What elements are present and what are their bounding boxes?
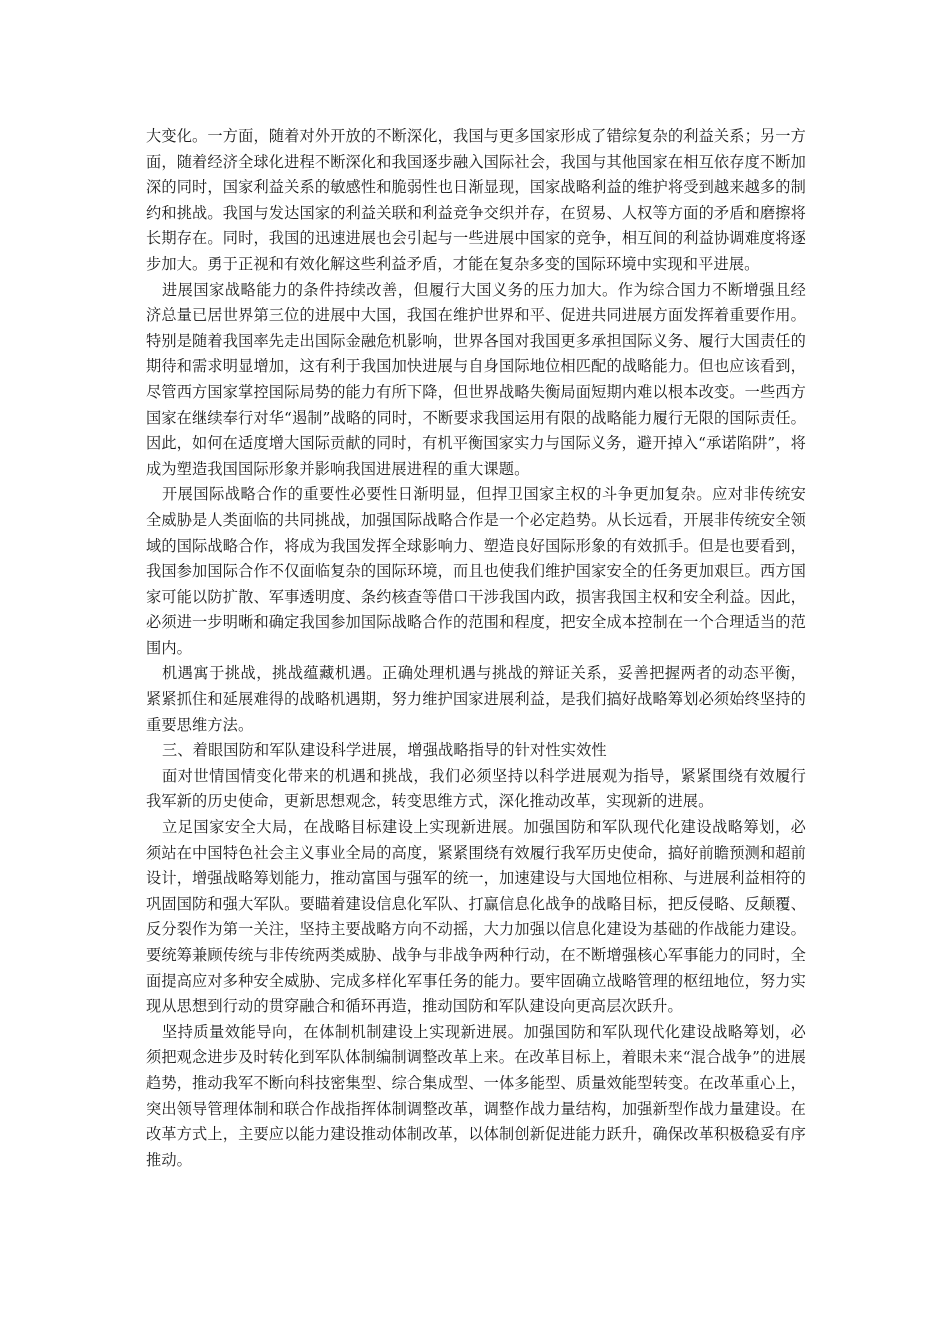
paragraph-continuation: 大变化。一方面，随着对外开放的不断深化，我国与更多国家形成了错综复杂的利益关系；另一方面，随着经济全球化进程不断深化和我国逐步融入国际社会，我国与其他国家在相互依存度不断加深的同时，国家利益关系的敏感性和脆弱性也日渐显现，国家战略利益的维护将受到越来越多的制约和挑战。我国与发达国家的利益关联和利益竞争交织并存，在贸易、人权等方面的矛盾和磨擦将长期存在。同时，我国的迅速进展也会引起与一些进展中国家的竞争，相互间的利益协调难度将逐步加大。勇于正视和有效化解这些利益矛盾，才能在复杂多变的国际环境中实现和平进展。 xyxy=(146,127,806,273)
paragraph-strategic-goal: 立足国家安全大局，在战略目标建设上实现新进展。加强国防和军队现代化建设战略筹划，必须站在中国特色社会主义事业全局的高度，紧紧围绕有效履行我军历史使命，搞好前瞻预测和超前设计，增强战略筹划能力，推动富国与强军的统一，加速建设与大国地位相称、与进展利益相符的巩固国防和强大军队。要瞄着建设信息化军队、打赢信息化战争的战略目标，把反侵略、反颠覆、反分裂作为第一关注，坚持主要战略方向不动摇，大力加强以信息化建设为基础的作战能力建设。要统筹兼顾传统与非传统两类威胁、战争与非战争两种行动，在不断增强核心军事能力的同时，全面提高应对多种安全威胁、完成多样化军事任务的能力。要牢固确立战略管理的枢纽地位，努力实现从思想到行动的贯穿融合和循环再造，推动国防和军队建设向更高层次跃升。 xyxy=(146,818,806,1016)
paragraph-facing-changes: 面对世情国情变化带来的机遇和挑战，我们必须坚持以科学进展观为指导，紧紧围绕有效履行我军新的历史使命，更新思想观念，转变思维方式，深化推动改革，实现新的进展。 xyxy=(146,766,806,811)
section-heading-three: 三、着眼国防和军队建设科学进展，增强战略指导的针对性实效性 xyxy=(161,741,607,760)
paragraph-opportunity-challenge: 机遇寓于挑战，挑战蕴藏机遇。正确处理机遇与挑战的辩证关系，妥善把握两者的动态平衡，紧紧抓住和延展难得的战略机遇期，努力维护国家进展利益，是我们搞好战略筹划必须始终坚持的重要思维方法。 xyxy=(146,664,806,734)
paragraph-strategic-capability: 进展国家战略能力的条件持续改善，但履行大国义务的压力加大。作为综合国力不断增强且经济总量已居世界第三位的进展中大国，我国在维护世界和平、促进共同进展方面发挥着重要作用。特别是随着我国率先走出国际金融危机影响，世界各国对我国更多承担国际义务、履行大国责任的期待和需求明显增加，这有利于我国加快进展与自身国际地位相匹配的战略能力。但也应该看到，尽管西方国家掌控国际局势的能力有所下降，但世界战略失衡局面短期内难以根本改变。一些西方国家在继续奉行对华“遏制”战略的同时，不断要求我国运用有限的战略能力履行无限的国际责任。因此，如何在适度增大国际贡献的同时，有机平衡国家实力与国际义务，避开掉入“承诺陷阱”，将成为塑造我国国际形象并影响我国进展进程的重大课题。 xyxy=(146,280,807,478)
paragraph-institutional-reform: 坚持质量效能导向，在体制机制建设上实现新进展。加强国防和军队现代化建设战略筹划，必须把观念进步及时转化到军队体制编制调整改革上来。在改革目标上，着眼未来“混合战争”的进展趋势，推动我军不断向科技密集型、综合集成型、一体多能型、质量效能型转变。在改革重心上，突出领导管理体制和联合作战指挥体制调整改革，调整作战力量结构，加强新型作战力量建设。在改革方式上，主要应以能力建设推动体制改革，以体制创新促进能力跃升，确保改革积极稳妥有序推动。 xyxy=(146,1022,807,1169)
document-body xyxy=(146,124,806,1173)
paragraph-international-cooperation: 开展国际战略合作的重要性必要性日渐明显，但捍卫国家主权的斗争更加复杂。应对非传统安全威胁是人类面临的共同挑战，加强国际战略合作是一个必定趋势。从长远看，开展非传统安全领域的国际战略合作，将成为我国发挥全球影响力、塑造良好国际形象的有效抓手。但是也要看到，我国参加国际合作不仅面临复杂的国际环境，而且也使我们维护国家安全的任务更加艰巨。西方国家可能以防扩散、军事透明度、条约核查等借口干涉我国内政，损害我国主权和安全利益。因此，必须进一步明晰和确定我国参加国际战略合作的范围和程度，把安全成本控制在一个合理适当的范围内。 xyxy=(146,485,806,657)
